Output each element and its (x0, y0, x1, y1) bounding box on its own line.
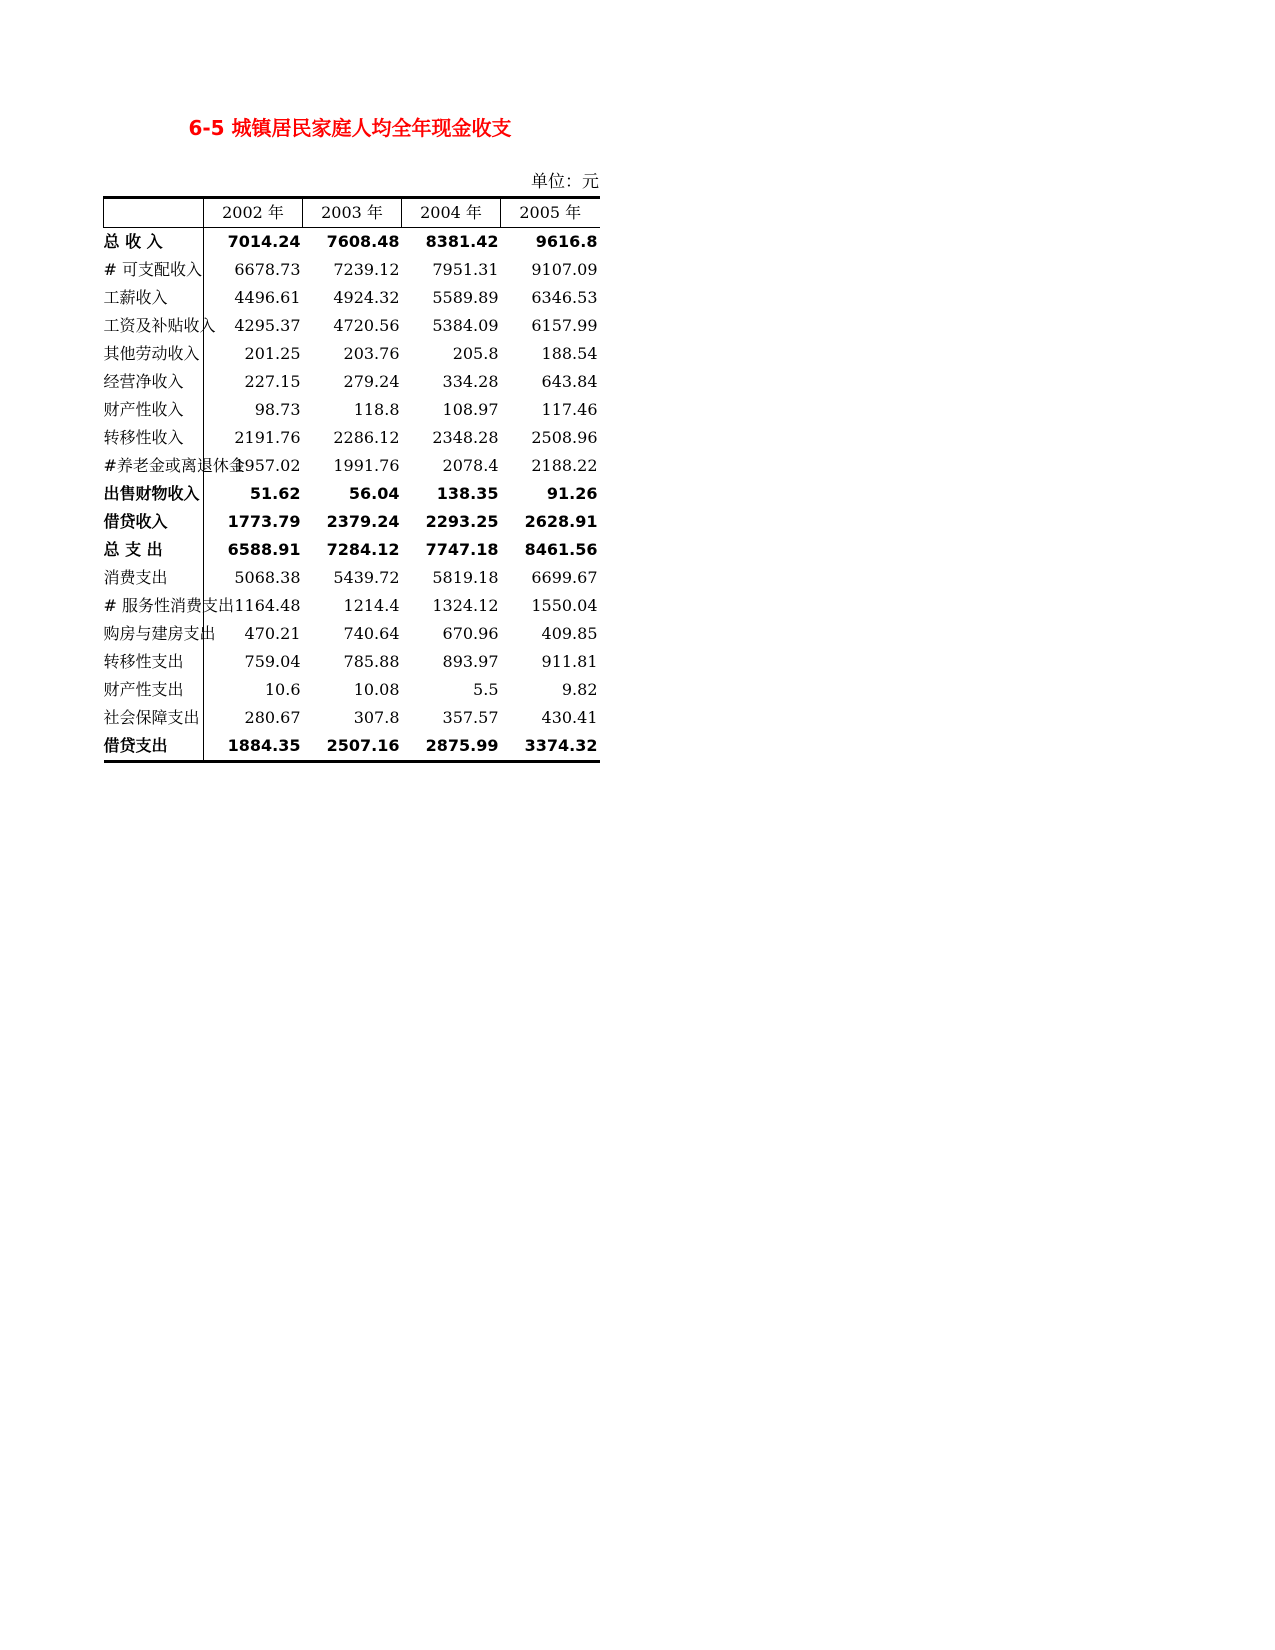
row-label: 财产性支出 (104, 676, 204, 704)
value-cell: 2188.22 (531, 456, 598, 475)
value-cell: 5068.38 (234, 568, 301, 587)
header-cell-2005: 2005 年 (501, 198, 600, 228)
value-cell: 1214.4 (343, 596, 400, 615)
value-cell: 1773.79 (227, 512, 301, 531)
value-cell: 203.76 (343, 344, 400, 363)
value-cell: 3374.32 (501, 732, 600, 762)
header-cell-2004: 2004 年 (402, 198, 501, 228)
value-cell: 4720.56 (333, 316, 400, 335)
value-cell: 279.24 (343, 372, 400, 391)
value-cell: 56.04 (348, 484, 400, 503)
unit-label: 单位：元 (531, 172, 599, 192)
value-cell: 6699.67 (531, 568, 598, 587)
value-cell: 7284.12 (326, 540, 400, 559)
row-label: 转移性收入 (104, 424, 204, 452)
table-row (104, 452, 600, 480)
value-cell: 1991.76 (333, 456, 400, 475)
table-row (104, 480, 600, 508)
value-cell: 1164.48 (234, 596, 301, 615)
row-label: 消费支出 (104, 564, 204, 592)
value-cell: 334.28 (442, 372, 499, 391)
value-cell: 7014.24 (227, 232, 301, 251)
value-cell: 6157.99 (531, 316, 598, 335)
table-row (104, 648, 600, 676)
value-cell: 9107.09 (531, 260, 598, 279)
value-cell: 4924.32 (333, 288, 400, 307)
row-label: 经营净收入 (104, 368, 204, 396)
value-cell: 227.15 (244, 372, 301, 391)
table-row (104, 368, 600, 396)
table-row (104, 732, 600, 762)
table-row (104, 676, 600, 704)
row-label: 财产性收入 (104, 396, 204, 424)
value-cell: 5819.18 (432, 568, 499, 587)
value-cell: 759.04 (244, 652, 301, 671)
value-cell: 280.67 (244, 708, 301, 727)
row-label: 出售财物收入 (104, 480, 204, 508)
value-cell: 9616.8 (535, 232, 598, 251)
value-cell: 670.96 (442, 624, 499, 643)
value-cell: 911.81 (541, 652, 598, 671)
value-cell: 118.8 (353, 400, 400, 419)
value-cell: 138.35 (436, 484, 499, 503)
value-cell: 893.97 (442, 652, 499, 671)
value-cell: 1550.04 (531, 596, 598, 615)
value-cell: 430.41 (541, 708, 598, 727)
table-body (104, 228, 600, 762)
row-label: 工资及补贴收入 (104, 312, 204, 340)
header-cell-2002: 2002 年 (204, 198, 303, 228)
row-label: 借贷收入 (104, 508, 204, 536)
value-cell: 470.21 (244, 624, 301, 643)
value-cell: 5439.72 (333, 568, 400, 587)
value-cell: 117.46 (541, 400, 598, 419)
value-cell: 2875.99 (402, 732, 501, 762)
value-cell: 10.08 (353, 680, 400, 699)
value-cell: 6678.73 (234, 260, 301, 279)
value-cell: 2286.12 (333, 428, 400, 447)
row-label: # 可支配收入 (104, 256, 204, 284)
value-cell: 51.62 (249, 484, 301, 503)
table-row (104, 704, 600, 732)
row-label: 其他劳动收入 (104, 340, 204, 368)
value-cell: 357.57 (442, 708, 499, 727)
value-cell: 5.5 (473, 680, 499, 699)
value-cell: 4295.37 (234, 316, 301, 335)
value-cell: 2379.24 (326, 512, 400, 531)
value-cell: 98.73 (254, 400, 301, 419)
value-cell: 205.8 (452, 344, 499, 363)
row-label: 社会保障支出 (104, 704, 204, 732)
value-cell: 2507.16 (303, 732, 402, 762)
table-row (104, 396, 600, 424)
value-cell: 201.25 (244, 344, 301, 363)
table-row (104, 340, 600, 368)
value-cell: 740.64 (343, 624, 400, 643)
row-label: #养老金或离退休金 (104, 452, 204, 480)
value-cell: 7239.12 (333, 260, 400, 279)
value-cell: 2348.28 (432, 428, 499, 447)
row-label: 借贷支出 (104, 732, 204, 762)
value-cell: 108.97 (442, 400, 499, 419)
value-cell: 409.85 (541, 624, 598, 643)
value-cell: 1957.02 (234, 456, 301, 475)
value-cell: 188.54 (541, 344, 598, 363)
value-cell: 6588.91 (227, 540, 301, 559)
value-cell: 307.8 (353, 708, 400, 727)
value-cell: 5589.89 (432, 288, 499, 307)
row-label: 总 收 入 (104, 228, 204, 257)
value-cell: 6346.53 (531, 288, 598, 307)
data-table (103, 196, 600, 763)
value-cell: 2191.76 (234, 428, 301, 447)
value-cell: 2293.25 (425, 512, 499, 531)
table-row (104, 508, 600, 536)
table-row (104, 312, 600, 340)
value-cell: 10.6 (264, 680, 301, 699)
value-cell: 91.26 (546, 484, 598, 503)
value-cell: 785.88 (343, 652, 400, 671)
row-label: 转移性支出 (104, 648, 204, 676)
row-label: 工薪收入 (104, 284, 204, 312)
row-label: # 服务性消费支出 (104, 592, 204, 620)
value-cell: 4496.61 (234, 288, 301, 307)
row-label: 购房与建房支出 (104, 620, 204, 648)
value-cell: 2508.96 (531, 428, 598, 447)
value-cell: 1884.35 (204, 732, 303, 762)
table-row (104, 592, 600, 620)
table-row (104, 620, 600, 648)
value-cell: 8381.42 (425, 232, 499, 251)
table-row (104, 536, 600, 564)
value-cell: 7608.48 (326, 232, 400, 251)
value-cell: 2078.4 (442, 456, 499, 475)
table-row (104, 228, 600, 257)
header-row (104, 198, 600, 228)
table-row (104, 424, 600, 452)
header-cell-label (104, 198, 204, 228)
table-row (104, 284, 600, 312)
value-cell: 9.82 (561, 680, 598, 699)
table-row (104, 564, 600, 592)
value-cell: 5384.09 (432, 316, 499, 335)
value-cell: 1324.12 (432, 596, 499, 615)
value-cell: 7747.18 (425, 540, 499, 559)
value-cell: 643.84 (541, 372, 598, 391)
header-cell-2003: 2003 年 (303, 198, 402, 228)
value-cell: 8461.56 (524, 540, 598, 559)
value-cell: 2628.91 (524, 512, 598, 531)
table-row (104, 256, 600, 284)
page-title: 6-5 城镇居民家庭人均全年现金收支 (188, 116, 512, 140)
value-cell: 7951.31 (432, 260, 499, 279)
row-label: 总 支 出 (104, 536, 204, 564)
